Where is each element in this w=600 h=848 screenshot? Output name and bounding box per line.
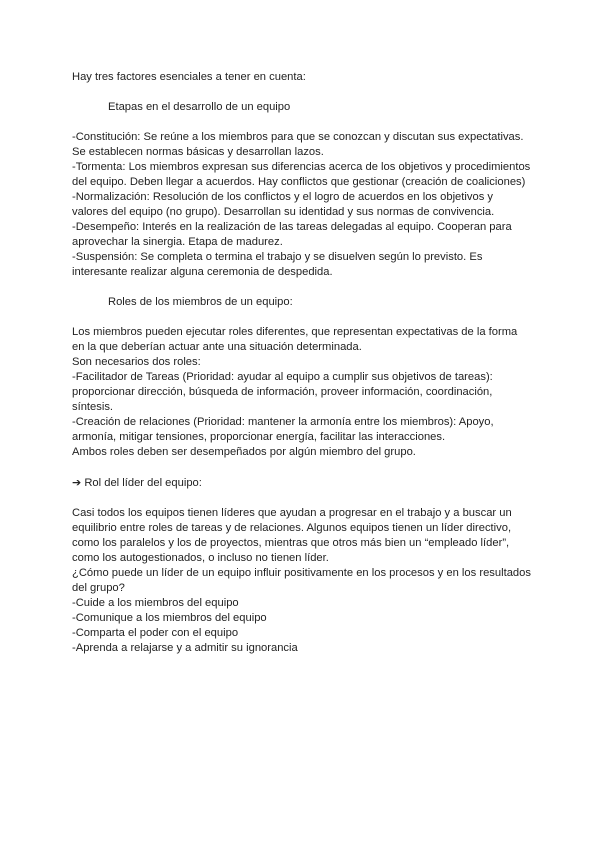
paragraph-line: equilibrio entre roles de tareas y de relaciones. Algunos equipos tienen un líder directivo, xyxy=(72,522,512,534)
spacer xyxy=(72,85,532,100)
paragraph-line: síntesis. xyxy=(72,401,114,413)
spacer xyxy=(72,460,532,475)
section-title-etapas: Etapas en el desarrollo de un equipo xyxy=(108,101,291,113)
spacer xyxy=(72,115,532,130)
paragraph-line: -Desempeño: Interés en la realización de las tareas delegadas al equipo. Cooperan para xyxy=(72,221,512,233)
paragraph-line: -Creación de relaciones (Prioridad: mantener la armonía entre los miembros): Apoyo, xyxy=(72,416,494,428)
paragraph-line: Ambos roles deben ser desempeñados por algún miembro del grupo. xyxy=(72,446,416,458)
paragraph-line: como los autogestionados, o incluso no tienen líder. xyxy=(72,552,329,564)
paragraph-line: -Cuide a los miembros del equipo xyxy=(72,597,239,609)
section-roles-body xyxy=(72,325,532,460)
paragraph-line: Casi todos los equipos tienen líderes que ayudan a progresar en el trabajo y a buscar un xyxy=(72,507,512,519)
paragraph-line: Los miembros pueden ejecutar roles diferentes, que representan expectativas de la forma xyxy=(72,326,518,338)
paragraph-line: como los paralelos y los de proyectos, mientras que otros más bien un “empleado líder”, xyxy=(72,537,510,549)
paragraph-line: proporcionar dirección, búsqueda de información, proveer información, coordinación, xyxy=(72,386,493,398)
spacer xyxy=(72,491,532,506)
arrow-right-icon: ➔ xyxy=(72,476,82,489)
paragraph-line: -Normalización: Resolución de los conflictos y el logro de acuerdos en los objetivos y xyxy=(72,191,493,203)
paragraph-line: en la que deberían actuar ante una situación determinada. xyxy=(72,341,362,353)
paragraph-line: -Aprenda a relajarse y a admitir su ignorancia xyxy=(72,642,298,654)
paragraph-line: -Constitución: Se reúne a los miembros para que se conozcan y discutan sus expectativas. xyxy=(72,131,524,143)
paragraph-line: armonía, mitigar tensiones, proporcionar energía, facilitar las interacciones. xyxy=(72,431,446,443)
paragraph-line: del grupo? xyxy=(72,582,125,594)
document-body xyxy=(72,70,532,656)
section-lider-body xyxy=(72,506,532,656)
spacer xyxy=(72,280,532,295)
section-title-lider xyxy=(72,475,532,491)
paragraph-line: interesante realizar alguna ceremonia de despedida. xyxy=(72,266,333,278)
section-title-lider-text: Rol del líder del equipo: xyxy=(84,477,202,489)
section-title-roles: Roles de los miembros de un equipo: xyxy=(108,296,293,308)
section-etapas-body xyxy=(72,130,532,280)
paragraph-line: -Facilitador de Tareas (Prioridad: ayudar al equipo a cumplir sus objetivos de tareas): xyxy=(72,371,493,383)
paragraph-line: aprovechar la sinergia. Etapa de madurez. xyxy=(72,236,283,248)
paragraph-line: -Suspensión: Se completa o termina el trabajo y se disuelven según lo previsto. Es xyxy=(72,251,483,263)
paragraph-line: ¿Cómo puede un líder de un equipo influir positivamente en los procesos y en los resultados xyxy=(72,567,531,579)
spacer xyxy=(72,310,532,325)
paragraph-line: del equipo. Deben llegar a acuerdos. Hay conflictos que gestionar (creación de coaliciones) xyxy=(72,176,526,188)
paragraph-line: Son necesarios dos roles: xyxy=(72,356,201,368)
intro-text: Hay tres factores esenciales a tener en cuenta: xyxy=(72,71,306,83)
paragraph-line: -Tormenta: Los miembros expresan sus diferencias acerca de los objetivos y procedimientos xyxy=(72,161,531,173)
paragraph-line: valores del equipo (no grupo). Desarrollan su identidad y sus normas de convivencia. xyxy=(72,206,495,218)
paragraph-line: Se establecen normas básicas y desarrollan lazos. xyxy=(72,146,324,158)
paragraph-line: -Comunique a los miembros del equipo xyxy=(72,612,267,624)
paragraph-line: -Comparta el poder con el equipo xyxy=(72,627,239,639)
